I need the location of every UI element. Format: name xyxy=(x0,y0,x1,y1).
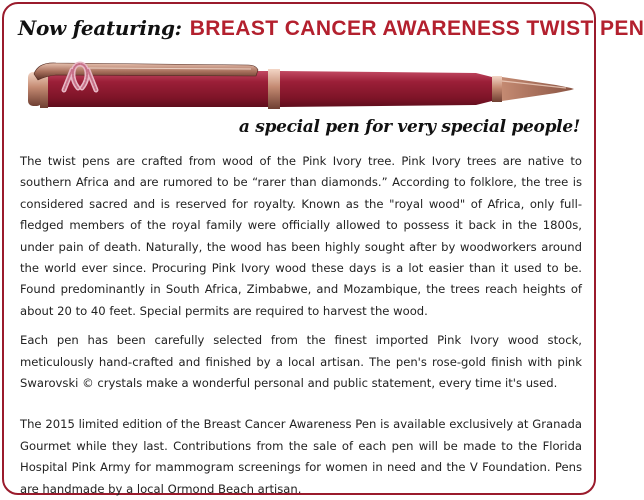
header-prefix: Now featuring: xyxy=(18,16,182,40)
page-title: BREAST CANCER AWARENESS TWIST PEN xyxy=(189,17,644,40)
paragraph-wood: The twist pens are crafted from wood of the Pink Ivory tree. Pink Ivory trees are native to southern Africa and are rumored to be “rarer than diamonds.” According to folklore, the tree is considered sacred and is reserved for royalty. Known as the "royal wood" of Africa, only full-fledged members of the royal family were officially allowed to possess it back in the 1800s, under pain of death. Naturally, the wood has been highly sought after by woodworkers around the world ever since. Procuring Pink Ivory wood these days is a lot easier than it used to be. Found predominantly in South Africa, Zimbabwe, and Mozambique, the trees reach heights of about 20 to 40 feet. Special permits are required to harvest the wood. xyxy=(20,154,582,318)
tagline: a special pen for very special people! xyxy=(238,117,580,137)
paragraph-craft: Each pen has been carefully selected from the finest imported Pink Ivory wood stock, meticulously hand-crafted and finished by a local artisan. The pen's rose-gold finish with pink Swarovski © crystals make a wonderful personal and public statement, every time it's used. xyxy=(20,333,582,391)
body-text xyxy=(20,151,582,500)
pen-image xyxy=(26,54,578,124)
promo-card xyxy=(2,2,644,496)
paragraph-edition: The 2015 limited edition of the Breast Cancer Awareness Pen is available exclusively at Granada Gourmet while they last. Contributions from the sale of each pen will be made to the Florida Hospital Pink Army for mammogram screenings for women in need and the V Foundation. Pens are handmade by a local Ormond Beach artisan. xyxy=(20,417,582,496)
header xyxy=(18,16,644,41)
